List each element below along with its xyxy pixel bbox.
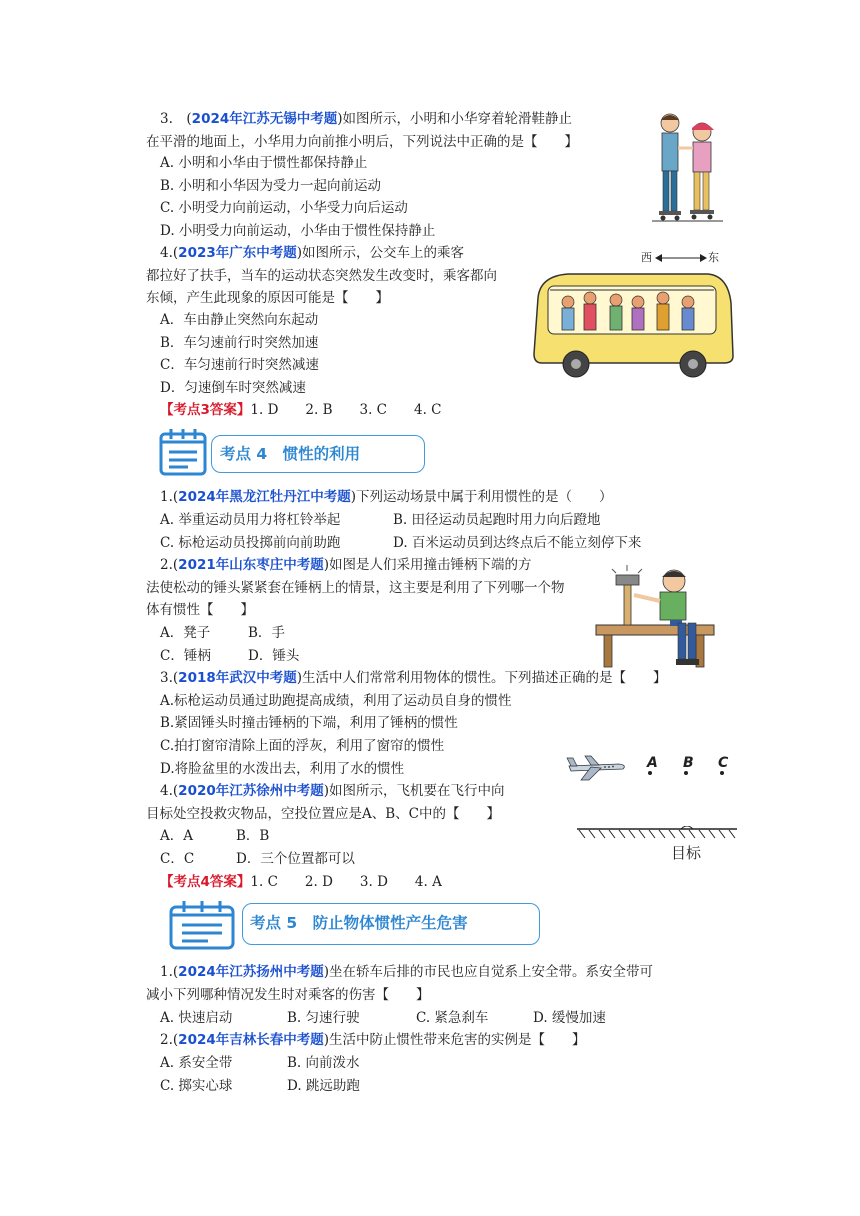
- question-text: 在平滑的地面上，小华用力向前推小明后，下列说法中正确的是【 】: [146, 134, 578, 150]
- direction-arrow: [655, 252, 707, 264]
- section-title: 考点 4 惯性的利用: [220, 445, 361, 463]
- option-c: C. 小明受力向前运动，小华受力向后运动: [160, 200, 408, 216]
- question-number: 3.: [160, 111, 173, 127]
- east-label: 东: [708, 251, 719, 264]
- option-b: B. 小明和小华因为受力一起向前运动: [160, 178, 382, 194]
- hammer-bench-figure: [592, 565, 720, 670]
- question-stem: 3. (2024年江苏无锡中考题)如图所示，小明和小华穿着轮滑鞋静止: [160, 111, 573, 127]
- drop-dots: [640, 768, 730, 778]
- question-text: 如图所示，小明和小华穿着轮滑鞋静止: [342, 111, 573, 127]
- question-stem: 1.(2024年黑龙江牡丹江中考题)下列运动场景中属于利用惯性的是（ ）: [160, 489, 613, 505]
- option-c: C．车匀速前行时突然减速: [160, 357, 319, 373]
- question-stem: 1.(2024年江苏扬州中考题)坐在轿车后排的市民也应自觉系上安全带。系安全带可: [160, 964, 654, 980]
- question-source: 2018年武汉中考题: [178, 670, 297, 686]
- option-c: C. 标枪运动员投掷前向前助跑: [160, 535, 341, 551]
- question-stem: 2.(2024年吉林长春中考题)生活中防止惯性带来危害的实例是【 】: [160, 1032, 586, 1048]
- section-title: 考点 5 防止物体惯性产生危害: [250, 914, 468, 932]
- question-source: 2024年江苏扬州中考题: [178, 964, 324, 980]
- airplane-icon: [565, 752, 629, 782]
- answer-line: [160, 872, 442, 892]
- drop-point-a: A: [647, 755, 658, 771]
- answer-text: 1. C 2. D 3. D 4. A: [250, 874, 442, 890]
- answer-line: [160, 400, 442, 420]
- question-text: 生活中人们常常利用物体的惯性。下列描述正确的是【 】: [302, 670, 667, 686]
- option-b: B.紧固锤头时撞击锤柄的下端，利用了锤柄的惯性: [160, 715, 458, 731]
- option-d: D. 百米运动员到达终点后不能立刻停下来: [393, 535, 642, 551]
- question-number: 1.: [160, 964, 173, 980]
- question-source: 2023年广东中考题: [178, 245, 297, 261]
- option-b: B. 田径运动员起跑时用力向后蹬地: [393, 512, 601, 528]
- option-a: A. 系安全带: [160, 1055, 233, 1071]
- option-d: D．锤头: [248, 648, 300, 664]
- option-b: B. 向前泼水: [287, 1055, 360, 1071]
- option-a: A. 快速启动: [160, 1010, 233, 1026]
- bus-figure: [528, 268, 738, 383]
- question-text: 下列运动场景中属于利用惯性的是（ ）: [356, 489, 613, 505]
- answer-tag: 【考点3答案】: [160, 402, 251, 418]
- question-source: 2021年山东枣庄中考题: [178, 557, 324, 573]
- skaters-figure: [650, 108, 725, 223]
- question-text: 如图所示，公交车上的乘客: [302, 245, 465, 261]
- drop-point-b: B: [683, 755, 694, 771]
- option-a: A．凳子: [160, 625, 211, 641]
- question-text: 目标处空投救灾物品，空投位置应是A、B、C中的【 】: [146, 806, 500, 822]
- question-number: 4.: [160, 783, 173, 799]
- question-text: 体有惯性【 】: [146, 602, 254, 618]
- question-text: 东倾，产生此现象的原因可能是【 】: [146, 290, 389, 306]
- option-a: A．车由静止突然向东起动: [160, 312, 319, 328]
- calendar-icon: [158, 427, 208, 477]
- option-a: A. 小明和小华由于惯性都保持静止: [160, 155, 368, 171]
- option-d: D．匀速倒车时突然减速: [160, 380, 306, 396]
- option-d: D. 小明受力向前运动，小华由于惯性保持静止: [160, 223, 436, 239]
- question-text: 法使松动的锤头紧紧套在锤柄上的情景，这主要是利用了下列哪一个物: [146, 580, 565, 596]
- question-source: 2024年黑龙江牡丹江中考题: [178, 489, 351, 505]
- option-d: D.将脸盆里的水泼出去，利用了水的惯性: [160, 761, 405, 777]
- target-label: 目标: [671, 844, 702, 862]
- question-text: 如图是人们采用撞击锤柄下端的方: [329, 557, 532, 573]
- question-number: 4.: [160, 245, 173, 261]
- question-source: 2024年吉林长春中考题: [178, 1032, 324, 1048]
- question-text: 减小下列哪种情况发生时对乘客的伤害【 】: [146, 987, 430, 1003]
- option-c: C．锤柄: [160, 648, 211, 664]
- question-source: 2024年江苏无锡中考题: [191, 111, 338, 127]
- ground-line: [577, 826, 739, 842]
- option-c: C. 掷实心球: [160, 1078, 233, 1094]
- option-d: D．三个位置都可以: [236, 851, 355, 867]
- question-stem: 3.(2018年武汉中考题)生活中人们常常利用物体的惯性。下列描述正确的是【 】: [160, 670, 667, 686]
- question-text: 生活中防止惯性带来危害的实例是【 】: [329, 1032, 586, 1048]
- option-c: C.拍打窗帘清除上面的浮灰，利用了窗帘的惯性: [160, 738, 445, 754]
- question-text: 如图所示，飞机要在飞行中向: [329, 783, 505, 799]
- option-c: C．C: [160, 851, 195, 867]
- option-c: C. 紧急刹车: [416, 1010, 489, 1026]
- question-stem: 4.(2020年江苏徐州中考题)如图所示，飞机要在飞行中向: [160, 783, 505, 799]
- question-number: 2.: [160, 1032, 173, 1048]
- option-b: B. 匀速行驶: [287, 1010, 360, 1026]
- option-b: B．手: [248, 625, 285, 641]
- question-source: 2020年江苏徐州中考题: [178, 783, 324, 799]
- option-d: D. 缓慢加速: [533, 1010, 606, 1026]
- question-stem: 2.(2021年山东枣庄中考题)如图是人们采用撞击锤柄下端的方: [160, 557, 532, 573]
- option-a: A. 举重运动员用力将杠铃举起: [160, 512, 341, 528]
- option-b: B．B: [236, 828, 270, 844]
- calendar-icon: [168, 899, 236, 951]
- question-number: 2.: [160, 557, 173, 573]
- option-a: A．A: [160, 828, 193, 844]
- answer-tag: 【考点4答案】: [160, 874, 251, 890]
- option-a: A.标枪运动员通过助跑提高成绩，利用了运动员自身的惯性: [160, 693, 512, 709]
- question-text: 坐在轿车后排的市民也应自觉系上安全带。系安全带可: [329, 964, 654, 980]
- question-number: 1.: [160, 489, 173, 505]
- answer-text: 1. D 2. B 3. C 4. C: [250, 402, 442, 418]
- question-number: 3.: [160, 670, 173, 686]
- question-text: 都拉好了扶手，当车的运动状态突然发生改变时，乘客都向: [146, 268, 497, 284]
- west-label: 西: [641, 251, 652, 264]
- question-stem: 4.(2023年广东中考题)如图所示，公交车上的乘客: [160, 245, 465, 261]
- drop-point-c: C: [718, 755, 729, 771]
- option-d: D. 跳远助跑: [287, 1078, 360, 1094]
- option-b: B．车匀速前行时突然加速: [160, 335, 319, 351]
